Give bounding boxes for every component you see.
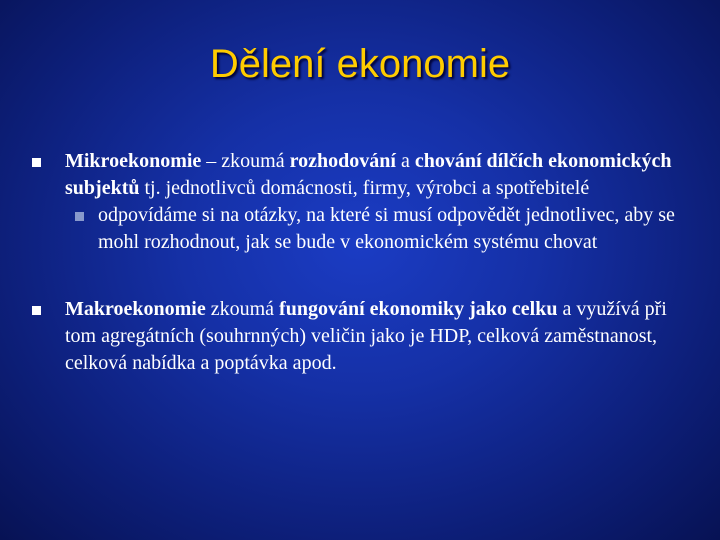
sub-bullet-text: odpovídáme si na otázky, na které si musí odpovědět jednotlivec, aby se mohl rozhodnout, jak se bude v ekonomickém systému chovat [98,204,675,253]
bullet-mikroekonomie [28,148,698,256]
term-makroekonomie: Makroekonomie [65,298,206,320]
text-rozhodovani: rozhodování [289,150,396,172]
text-fungovani-ekonomiky: fungování ekonomiky jako celku [279,298,558,320]
term-mikroekonomie: Mikroekonomie [65,150,202,172]
text-segment: a [395,150,415,172]
square-bullet-icon [32,158,41,167]
square-bullet-icon [32,306,41,315]
slide-title: Dělení ekonomie [209,42,511,86]
sub-bullet-otazky [65,202,698,256]
bullet-makroekonomie [28,296,698,377]
text-chovani-subjektu: chování dílčích ekonomických subjektů [65,150,672,199]
spacer [28,256,698,296]
text-segment: – zkoumá [201,150,290,172]
text-segment: zkoumá [205,298,280,320]
text-segment: tj. jednotlivců domácnosti, firmy, výrobci a spotřebitelé [139,177,590,199]
text-segment: a využívá při tom agregátních (souhrnných) veličin jako je HDP, celková zaměstnanost, celková nabídka a poptávka apod. [65,298,667,374]
square-sub-bullet-icon [75,212,84,221]
slide-content [28,148,698,377]
